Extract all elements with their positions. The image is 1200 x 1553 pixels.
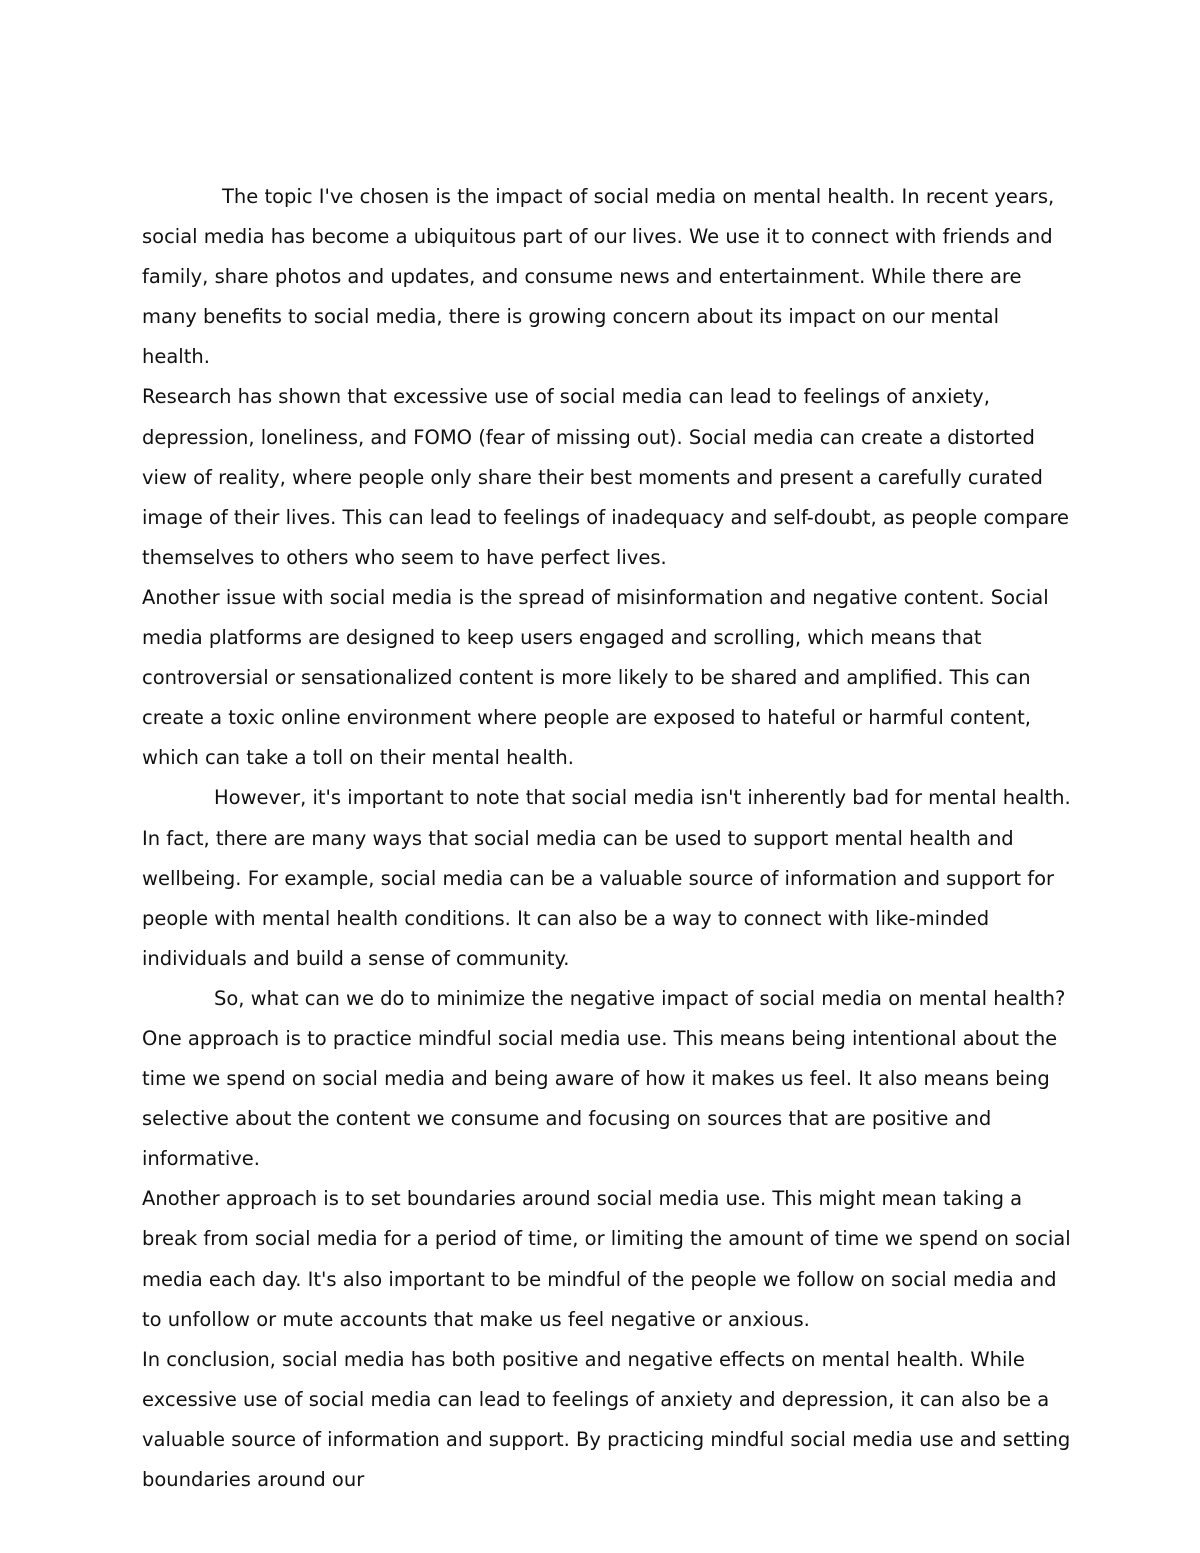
paragraph-intro: The topic I've chosen is the impact of social media on mental health. In recent years, social media has become a ubiquitous part of our lives. We use it to connect with friends and family, share photos and updates, and consume news and entertainment. While there are many benefits to social media, there is growing concern about its impact on our mental health. — [142, 185, 1055, 369]
paragraph-mindful-use: So, what can we do to minimize the negative impact of social media on mental health? One approach is to practice mindful social media use. This means being intentional about the time we spend on social media and being aware of how it makes us feel. It also means being selective about the content we consume and focusing on sources that are positive and informative. — [142, 986, 1066, 1171]
paragraph-misinformation: Another issue with social media is the spread of misinformation and negative content. Social media platforms are designed to keep users engaged and scrolling, which means that controversial or sensationalized content is more likely to be shared and amplified. This can create a toxic online environment where people are exposed to hateful or harmful content, which can take a toll on their mental health. — [142, 585, 1049, 770]
paragraph-boundaries: Another approach is to set boundaries around social media use. This might mean taking a break from social media for a period of time, or limiting the amount of time we spend on social media each day. It's also important to be mindful of the people we follow on social media and to unfollow or mute accounts that make us feel negative or anxious. — [142, 1187, 1071, 1331]
essay-body — [142, 177, 1072, 1500]
paragraph-benefits: However, it's important to note that social media isn't inherently bad for mental health. In fact, there are many ways that social media can be used to support mental health and wellbeing. For example, social media can be a valuable source of information and support for people with mental health conditions. It can also be a way to connect with like-minded individuals and build a sense of community. — [142, 786, 1071, 970]
paragraph-conclusion: In conclusion, social media has both positive and negative effects on mental health. While excessive use of social media can lead to feelings of anxiety and depression, it can also be a valuable source of information and support. By practicing mindful social media use and setting boundaries around our — [142, 1347, 1071, 1491]
paragraph-research: Research has shown that excessive use of social media can lead to feelings of anxiety, depression, loneliness, and FOMO (fear of missing out). Social media can create a distorted view of reality, where people only share their best moments and present a carefully curated image of their lives. This can lead to feelings of inadequacy and self-doubt, as people compare themselves to others who seem to have perfect lives. — [142, 385, 1070, 569]
